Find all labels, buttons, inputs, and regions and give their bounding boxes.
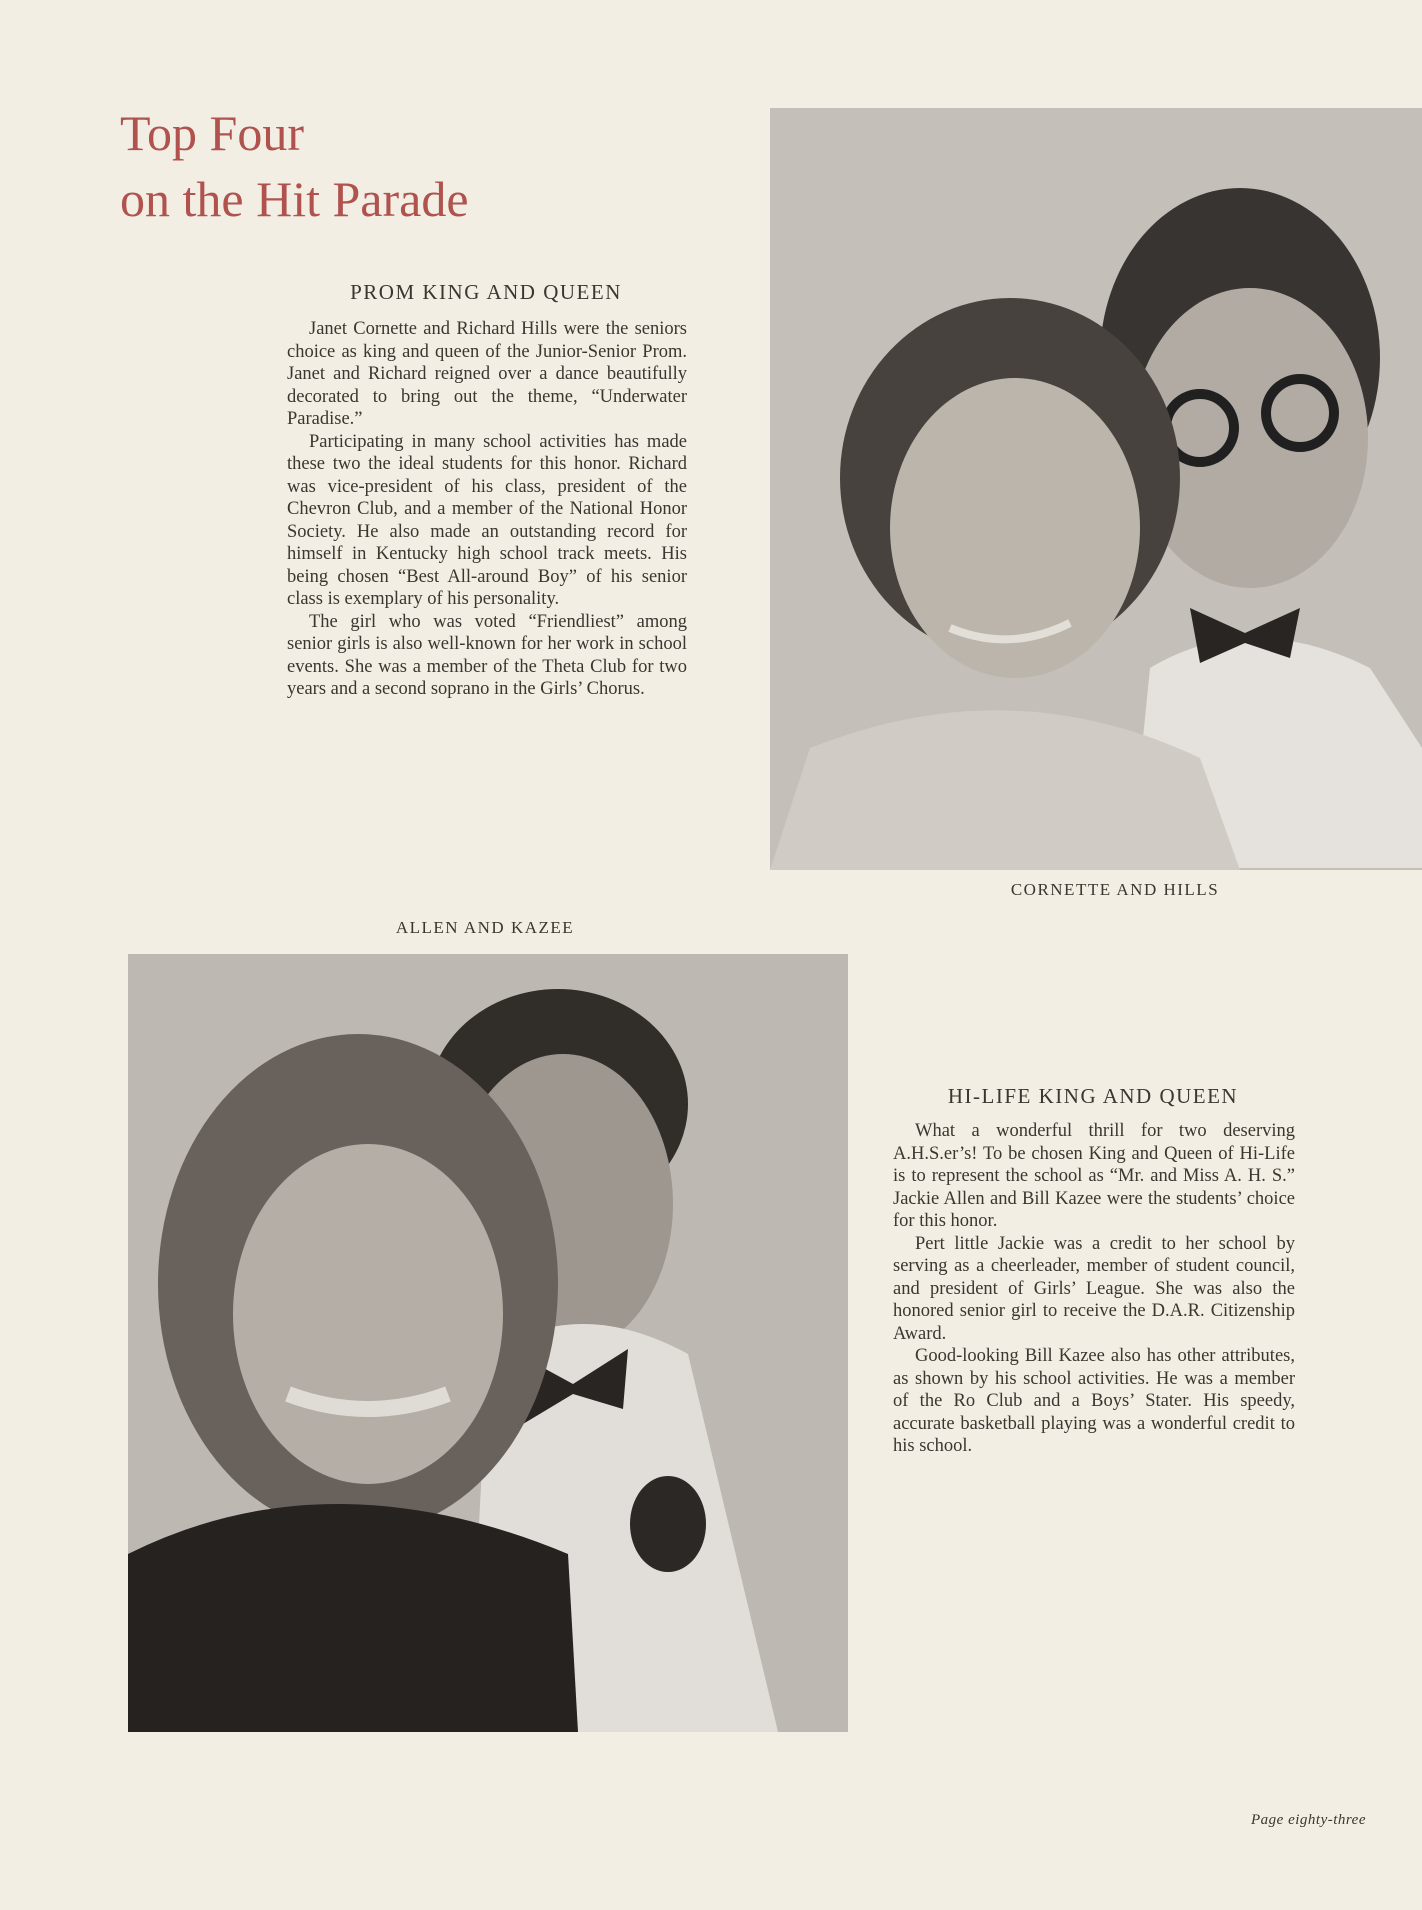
title-line-2: on the Hit Parade — [120, 171, 469, 227]
hilife-paragraph-2: Pert little Jackie was a credit to her school by serving as a cheerleader, member of student council, and president of Girls’ League. She was also the honored senior girl to receive the D.A.R. Citizenship Award. — [893, 1233, 1295, 1344]
portrait-image — [770, 108, 1422, 870]
prom-heading: PROM KING AND QUEEN — [350, 280, 622, 304]
hilife-heading: HI-LIFE KING AND QUEEN — [947, 1084, 1239, 1108]
hilife-paragraph-1: What a wonderful thrill for two deserving A.H.S.er’s! To be chosen King and Queen of Hi-Life is to represent the school as “Mr. and Miss A. H. S.” Jackie Allen and Bill Kazee were the students’ choice for this honor. — [893, 1121, 1295, 1231]
page-title — [120, 100, 469, 232]
cornette-hills-photo — [770, 108, 1422, 870]
prom-paragraph-2: Participating in many school activities has made these two the ideal students for this honor. Richard was vice-president of his class, president of the Chevron Club, and a member of the National Honor Society. He also made an outstanding record for himself in Kentucky high school track meets. His being chosen “Best All-around Boy” of his senior class is exemplary of his personality. — [287, 431, 687, 609]
cornette-hills-caption: CORNETTE AND HILLS — [1010, 880, 1220, 899]
title-line-1: Top Four — [120, 105, 305, 161]
prom-paragraph-1: Janet Cornette and Richard Hills were the seniors choice as king and queen of the Junior-Senior Prom. Janet and Richard reigned over a dance beautifully decorated to bring out the theme, “Underwater Paradise.” — [287, 319, 687, 429]
hilife-paragraph-3: Good-looking Bill Kazee also has other attributes, as shown by his school activities. He was a member of the Ro Club and a Boys’ Stater. His speedy, accurate basketball playing was a wonderful credit to his school. — [893, 1346, 1295, 1456]
hilife-body — [893, 1120, 1295, 1458]
prom-paragraph-3: The girl who was voted “Friendliest” among senior girls is also well-known for her work in school events. She was a member of the Theta Club for two years and a second soprano in the Girls’ Chorus. — [287, 611, 687, 699]
page-number: Page eighty-three — [1251, 1812, 1366, 1828]
allen-kazee-caption: ALLEN AND KAZEE — [395, 918, 575, 937]
prom-body — [287, 318, 687, 701]
allen-kazee-photo — [128, 954, 848, 1732]
portrait-image — [128, 954, 848, 1732]
